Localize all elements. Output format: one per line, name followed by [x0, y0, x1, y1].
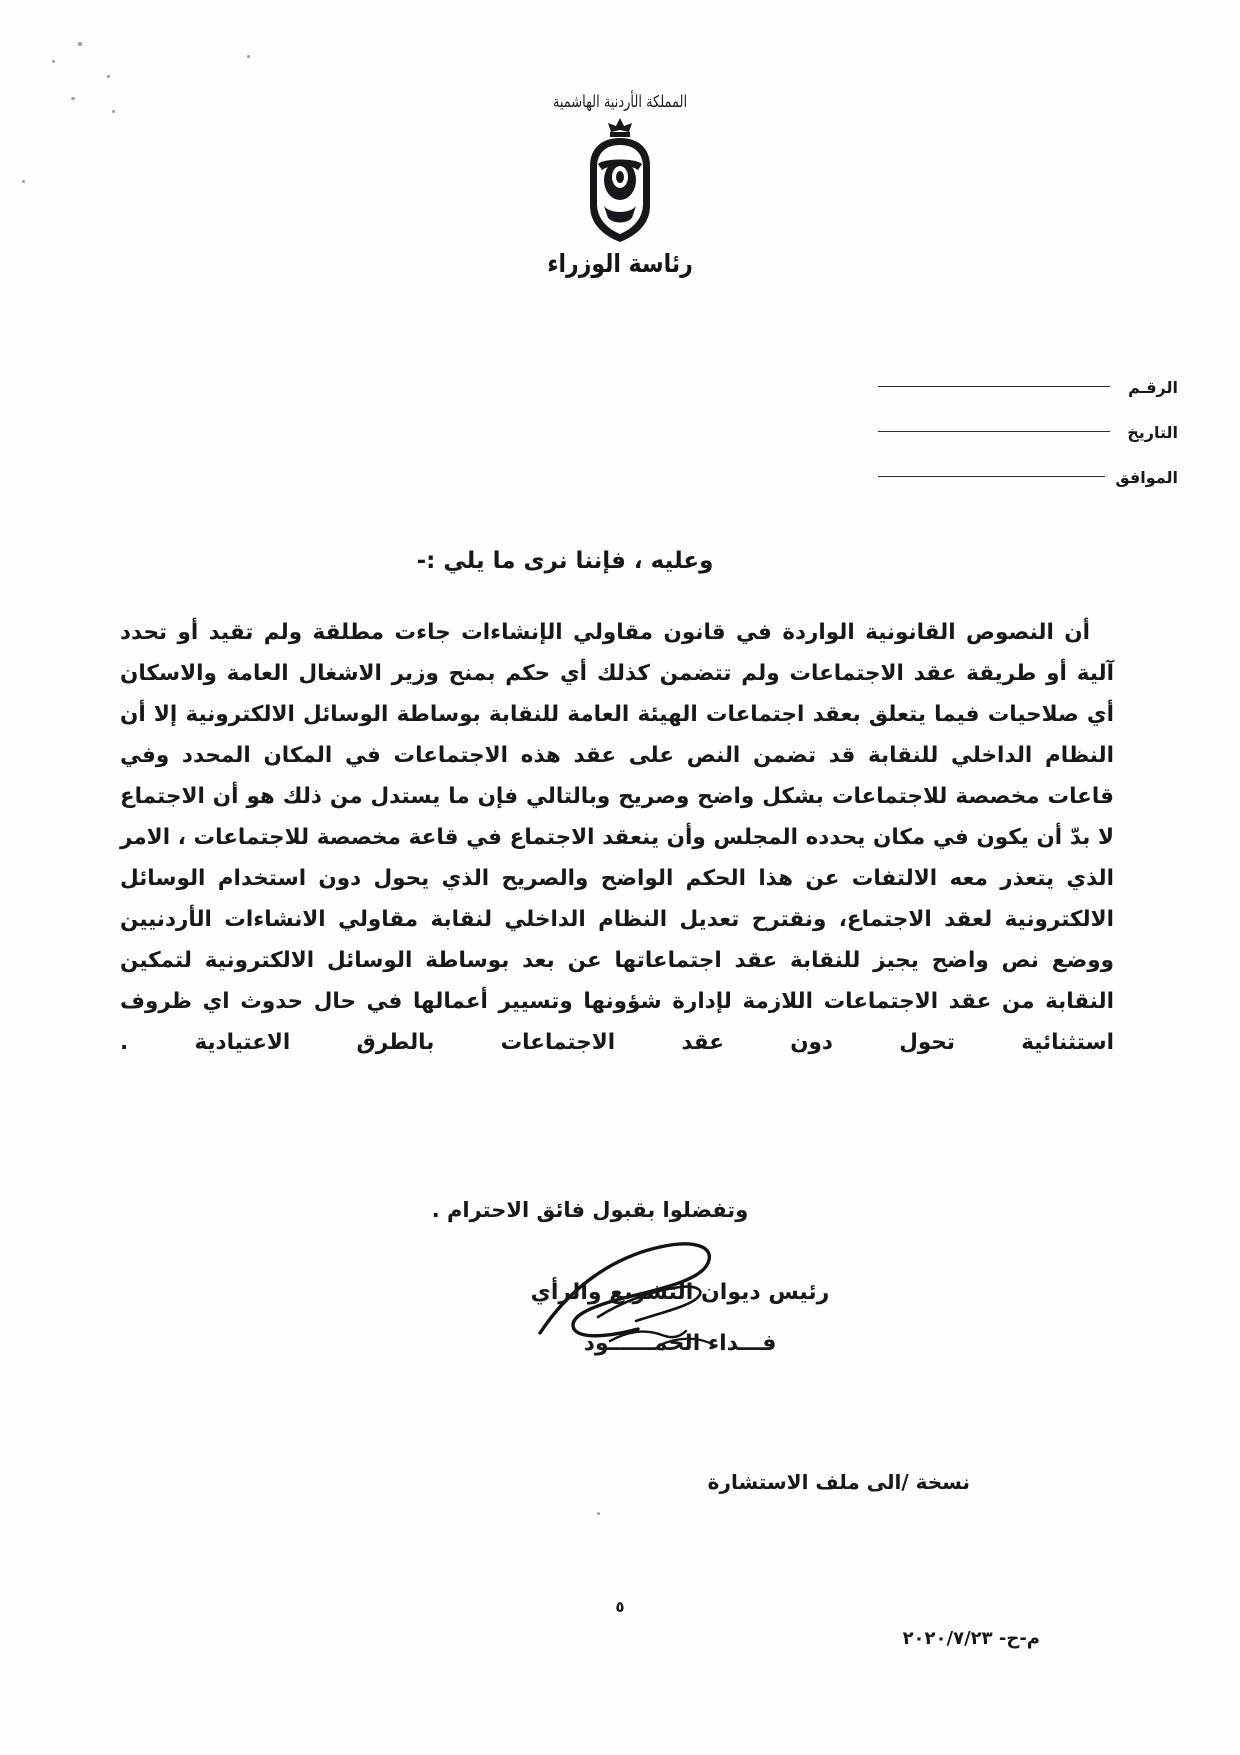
footer-code: م-ح- ٢٠٢٠/٧/٢٣ — [902, 1628, 1040, 1649]
page-number: ٥ — [615, 1598, 625, 1616]
reference-row-date — [878, 423, 1178, 442]
emblem-caption: رئاسة الوزراء — [547, 250, 693, 279]
scan-speck — [107, 75, 110, 78]
reference-label-number: الرقـم — [1128, 378, 1178, 397]
scan-speck — [247, 55, 250, 58]
reference-blank-line[interactable] — [878, 386, 1110, 387]
body-text — [120, 612, 1114, 1063]
reference-row-number — [878, 378, 1178, 397]
closing-line-wrapper — [0, 1198, 1240, 1222]
signature-block — [500, 1280, 860, 1356]
reference-row-corresponding — [878, 468, 1178, 487]
intro-line-wrapper — [0, 548, 1240, 574]
jordan-coat-of-arms-icon — [572, 114, 668, 246]
body-paragraph: أن النصوص القانونية الواردة في قانون مقاولي الإنشاءات جاءت مطلقة ولم تقيد أو تحدد آلية أو طريقة عقد الاجتماعات ولم تتضمن كذلك أي حكم بمنح وزير الاشغال العامة والاسكان أي صلاحيات فيما يتعلق بعقد اجتماعات الهيئة العامة للنقابة بوساطة الوسائل الالكترونية إلا أن النظام الداخلي للنقابة قد تضمن النص على عقد هذه الاجتماعات في المكان المحدد وفي قاعات مخصصة للاجتماعات بشكل واضح وصريح وبالتالي فإن ما يستدل من ذلك هو أن الاجتماع لا بدّ أن يكون في مكان يحدده المجلس وأن ينعقد الاجتماع في قاعة مخصصة للاجتماعات ، الامر الذي يتعذر معه الالتفات عن هذا الحكم الواضح والصريح الذي يحول دون استخدام الوسائل الالكترونية لعقد الاجتماع، ونقترح تعديل النظام الداخلي لنقابة مقاولي الانشاءات الأردنيين ووضع نص واضح يجيز للنقابة عقد اجتماعاتها عن بعد بوساطة الوسائل الالكترونية لتمكين النقابة من عقد الاجتماعات اللازمة لإدارة شؤونها وتسيير أعمالها في حال حدوث اي ظروف استثنائية تحول دون عقد الاجتماعات بالطرق الاعتيادية . — [120, 620, 1114, 1055]
signature-name: فـــداء الحمــــــود — [583, 1331, 777, 1356]
scan-speck — [52, 60, 55, 63]
closing-line: وتفضلوا بقبول فائق الاحترام . — [431, 1198, 749, 1222]
reference-label-corresponding: الموافق — [1115, 468, 1178, 487]
reference-blank-line[interactable] — [878, 476, 1105, 477]
letterhead-emblem — [0, 95, 1240, 277]
scan-speck — [597, 1512, 600, 1515]
reference-blank-line[interactable] — [878, 431, 1110, 432]
reference-label-date: التاريخ — [1127, 423, 1178, 442]
cc-note: نسخة /الى ملف الاستشارة — [707, 1470, 970, 1494]
scan-speck — [78, 42, 82, 46]
emblem-top-script: المملكة الأردنية الهاشمية — [552, 93, 688, 112]
signature-title: رئيس ديوان التشريع والرأي — [530, 1280, 830, 1305]
intro-line: وعليه ، فإننا نرى ما يلي :- — [416, 548, 714, 574]
reference-fields — [878, 378, 1178, 487]
